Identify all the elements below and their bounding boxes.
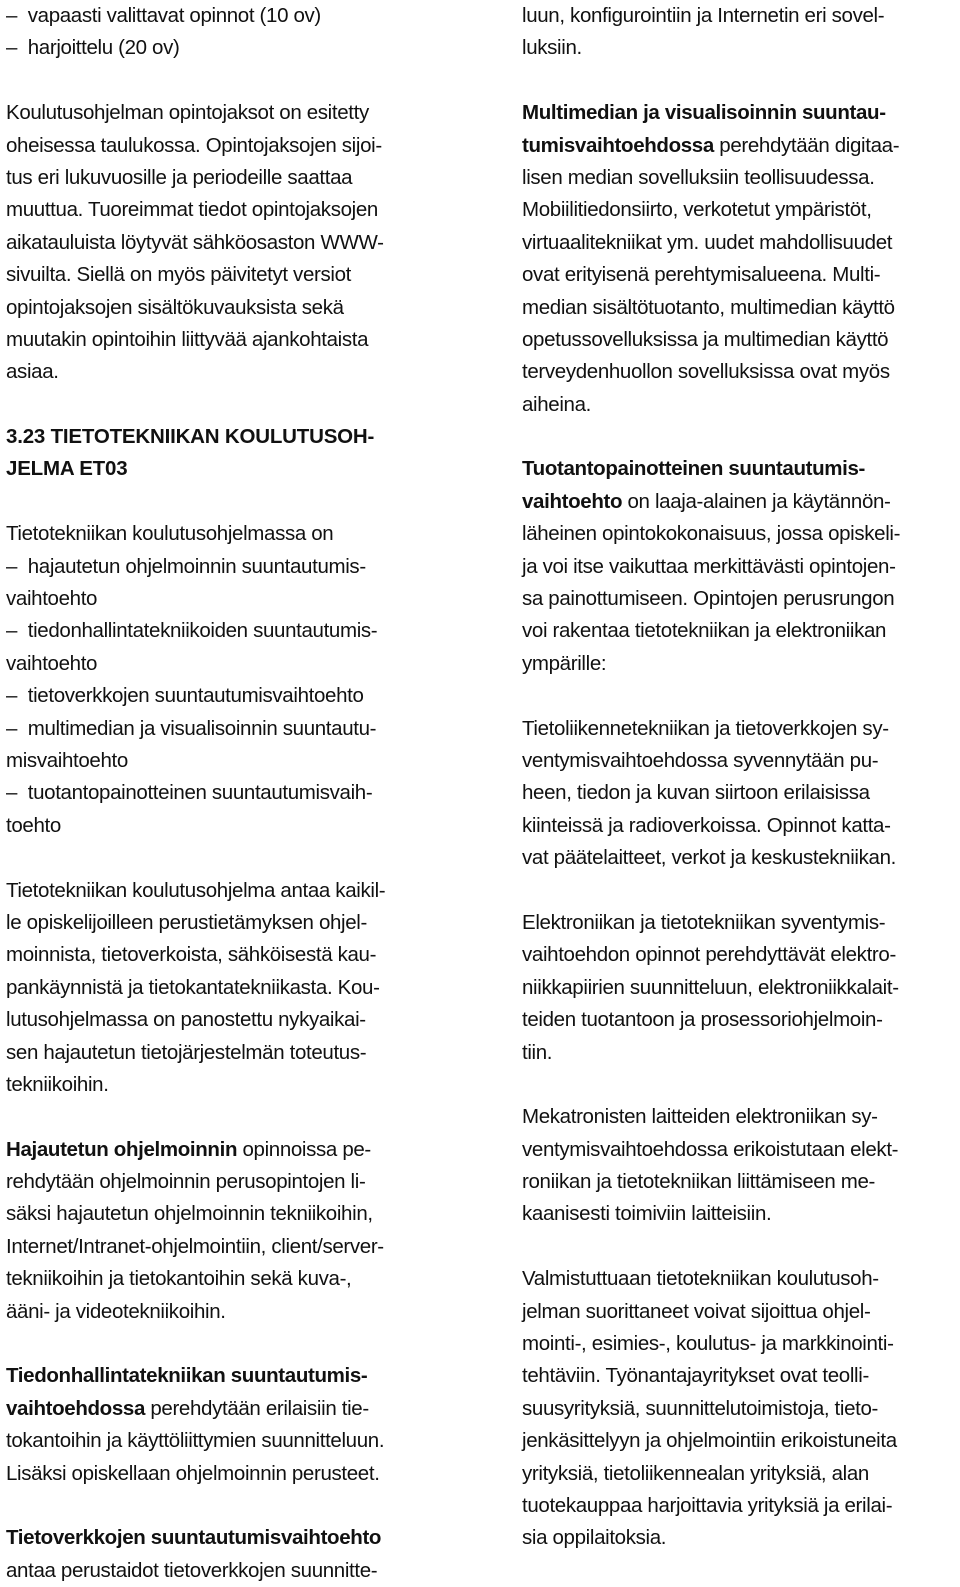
text-line: rehdytään ohjelmoinnin perusopintojen li- [6, 1170, 366, 1194]
text-line: voi rakentaa tietotekniikan ja elektroniikan [522, 619, 887, 643]
text-line: ventymisvaihtoehdossa syvennytään pu- [522, 748, 879, 772]
text-line: antaa perustaidot tietoverkkojen suunnitte- [6, 1558, 378, 1582]
text-line: virtuaalitekniikat ym. uudet mahdollisuudet [522, 230, 893, 254]
text-line: Internet/Intranet-ohjelmointiin, client/server- [6, 1234, 384, 1258]
paragraph [6, 97, 446, 389]
text-line [6, 1134, 446, 1166]
paragraph [522, 453, 958, 680]
text-line: Valmistuttuaan tietotekniikan koulutusoh- [522, 1267, 879, 1291]
text-line: Mobiilitiedonsiirto, verkotetut ympäristöt, [522, 198, 872, 222]
text-line: tokantoihin ja käyttöliittymien suunnitteluun. [6, 1429, 385, 1453]
text-line: mointi-, esimies-, koulutus- ja markkinointi- [522, 1332, 894, 1356]
text-line: ja voi itse vaikuttaa merkittävästi opintojen- [522, 554, 896, 578]
text-line: moinnista, tietoverkoista, sähköisestä kau- [6, 943, 377, 967]
text-line [522, 130, 958, 162]
text-line: teiden tuotantoon ja prosessoriohjelmoin- [522, 1008, 883, 1032]
text-line: roniikan ja tietotekniikan liittämiseen me- [522, 1170, 875, 1194]
text-line: Lisäksi opiskellaan ohjelmoinnin perusteet. [6, 1461, 380, 1485]
text-line: opintojaksojen sisältökuvauksista sekä [6, 295, 344, 319]
paragraph [6, 875, 446, 1102]
text-line [6, 1393, 446, 1425]
text-line: lutusohjelmassa on panostettu nykyaikai- [6, 1008, 366, 1032]
text-line: asiaa. [6, 360, 59, 384]
paragraph [6, 1522, 446, 1587]
text-line: sivuilta. Siellä on myös päivitetyt versiot [6, 263, 351, 287]
paragraph [6, 518, 446, 842]
text-line: luksiin. [522, 36, 582, 60]
paragraph [522, 0, 958, 65]
list-item: – harjoittelu (20 ov) [6, 32, 446, 64]
text-line: ympärille: [522, 651, 607, 675]
left-column [6, 0, 446, 1587]
text-run: opinnoissa pe- [237, 1137, 371, 1161]
list-item-continuation: toehto [6, 813, 61, 837]
list-item: – tiedonhallintatekniikoiden suuntautumis- [6, 615, 446, 647]
text-line: aiheina. [522, 392, 592, 416]
bold-term: tumisvaihtoehdossa [522, 133, 714, 157]
text-line: Mekatronisten laitteiden elektroniikan sy- [522, 1105, 878, 1129]
paragraph [522, 1263, 958, 1555]
bold-term: vaihtoehto [522, 489, 623, 513]
text-line: tehtäviin. Työnantajayritykset ovat teolli- [522, 1364, 869, 1388]
list-item: – tuotantopainotteinen suuntautumisvaih- [6, 777, 446, 809]
right-column [522, 0, 958, 1555]
text-line: oheisessa taulukossa. Opintojaksojen sijoi- [6, 133, 382, 157]
paragraph [6, 1360, 446, 1490]
section-heading [6, 421, 446, 486]
text-line: ääni- ja videotekniikoihin. [6, 1299, 226, 1323]
text-line: terveydenhuollon sovelluksissa ovat myös [522, 360, 890, 384]
text-line: niikkapiirien suunnitteluun, elektroniikkalait- [522, 975, 899, 999]
text-line: Tietotekniikan koulutusohjelma antaa kaikil- [6, 878, 386, 902]
text-line: jenkäsittelyyn ja ohjelmointiin erikoistuneita [522, 1429, 897, 1453]
bold-term: Tiedonhallintatekniikan suuntautumis- [6, 1364, 368, 1388]
text-line: opetussovelluksissa ja multimedian käyttö [522, 327, 889, 351]
text-line: lisen median sovelluksiin teollisuudessa. [522, 165, 875, 189]
text-line: vaihtoehdon opinnot perehdyttävät elektro- [522, 943, 896, 967]
list-item: – hajautetun ohjelmoinnin suuntautumis- [6, 551, 446, 583]
text-run: perehdytään digitaa- [713, 133, 900, 157]
paragraph [522, 713, 958, 875]
text-line: sen hajautetun tietojärjestelmän toteutus- [6, 1040, 367, 1064]
text-line [522, 486, 958, 518]
text-line: yrityksiä, tietoliikennealan yrityksiä, alan [522, 1461, 869, 1485]
list-item-continuation: vaihtoehto [6, 651, 98, 675]
paragraph [522, 1101, 958, 1231]
bold-term: Tuotantopainotteinen suuntautumis- [522, 457, 866, 481]
bold-term: Hajautetun ohjelmoinnin [6, 1137, 238, 1161]
text-run: perehdytään erilaisiin tie- [145, 1396, 369, 1420]
text-line: heen, tiedon ja kuvan siirtoon erilaisissa [522, 781, 870, 805]
list-item-continuation: vaihtoehto [6, 587, 98, 611]
text-line: sia oppilaitoksia. [522, 1526, 667, 1550]
text-line: kaanisesti toimiviin laitteisiin. [522, 1202, 772, 1226]
text-line: aikatauluista löytyvät sähköosaston WWW- [6, 230, 384, 254]
text-line: pankäynnistä ja tietokantatekniikasta. Kou- [6, 975, 380, 999]
text-line: jelman suorittaneet voivat sijoittua ohjel- [522, 1299, 871, 1323]
text-line: median sisältötuotanto, multimedian käyttö [522, 295, 895, 319]
text-line: läheinen opintokokonaisuus, jossa opiskeli- [522, 522, 901, 546]
text-run: on laaja-alainen ja käytännön- [622, 489, 891, 513]
text-line: muutakin opintoihin liittyvää ajankohtaista [6, 327, 369, 351]
paragraph [522, 97, 958, 421]
text-line: tiin. [522, 1040, 553, 1064]
text-line: Tietoliikennetekniikan ja tietoverkkojen sy- [522, 716, 889, 740]
text-line: kiinteissä ja radioverkoissa. Opinnot katta- [522, 813, 891, 837]
text-line: le opiskelijoilleen perustietämyksen ohjel- [6, 910, 367, 934]
text-line: ovat erityisenä perehtymisalueena. Multi- [522, 263, 881, 287]
text-line: säksi hajautetun ohjelmoinnin tekniikoihin, [6, 1202, 373, 1226]
text-line: suusyrityksiä, suunnittelutoimistoja, tieto- [522, 1396, 879, 1420]
text-line: tekniikoihin ja tietokantoihin sekä kuva-, [6, 1267, 352, 1291]
heading-line: 3.23 TIETOTEKNIIKAN KOULUTUSOH- [6, 425, 375, 449]
list-item-continuation: misvaihtoehto [6, 748, 128, 772]
text-line: Tietotekniikan koulutusohjelmassa on [6, 522, 334, 546]
text-line: Elektroniikan ja tietotekniikan syventymis- [522, 910, 886, 934]
bold-term: Tietoverkkojen suuntautumisvaihtoehto [6, 1526, 382, 1550]
text-line: luun, konfigurointiin ja Internetin eri sovel- [522, 4, 885, 27]
text-line: tus eri lukuvuosille ja periodeille saattaa [6, 165, 353, 189]
heading-line: JELMA ET03 [6, 457, 128, 481]
text-line: tekniikoihin. [6, 1072, 109, 1096]
text-line: vat päätelaitteet, verkot ja keskustekniikan. [522, 846, 896, 870]
paragraph [522, 907, 958, 1069]
text-line: ventymisvaihtoehdossa erikoistutaan elekt- [522, 1137, 899, 1161]
text-line: sa painottumiseen. Opintojen perusrungon [522, 587, 895, 611]
text-line: tuotekauppaa harjoittavia yrityksiä ja erilai- [522, 1493, 893, 1517]
text-line: Koulutusohjelman opintojaksot on esitetty [6, 101, 369, 125]
bold-term: Multimedian ja visualisoinnin suuntau- [522, 101, 886, 125]
list-item: – multimedian ja visualisoinnin suuntautu- [6, 713, 446, 745]
text-line: muuttua. Tuoreimmat tiedot opintojaksojen [6, 198, 378, 222]
paragraph [6, 1134, 446, 1328]
bold-term: vaihtoehdossa [6, 1396, 145, 1420]
list-item: – tietoverkkojen suuntautumisvaihtoehto [6, 680, 446, 712]
list-item: – vapaasti valittavat opinnot (10 ov) [6, 0, 446, 32]
